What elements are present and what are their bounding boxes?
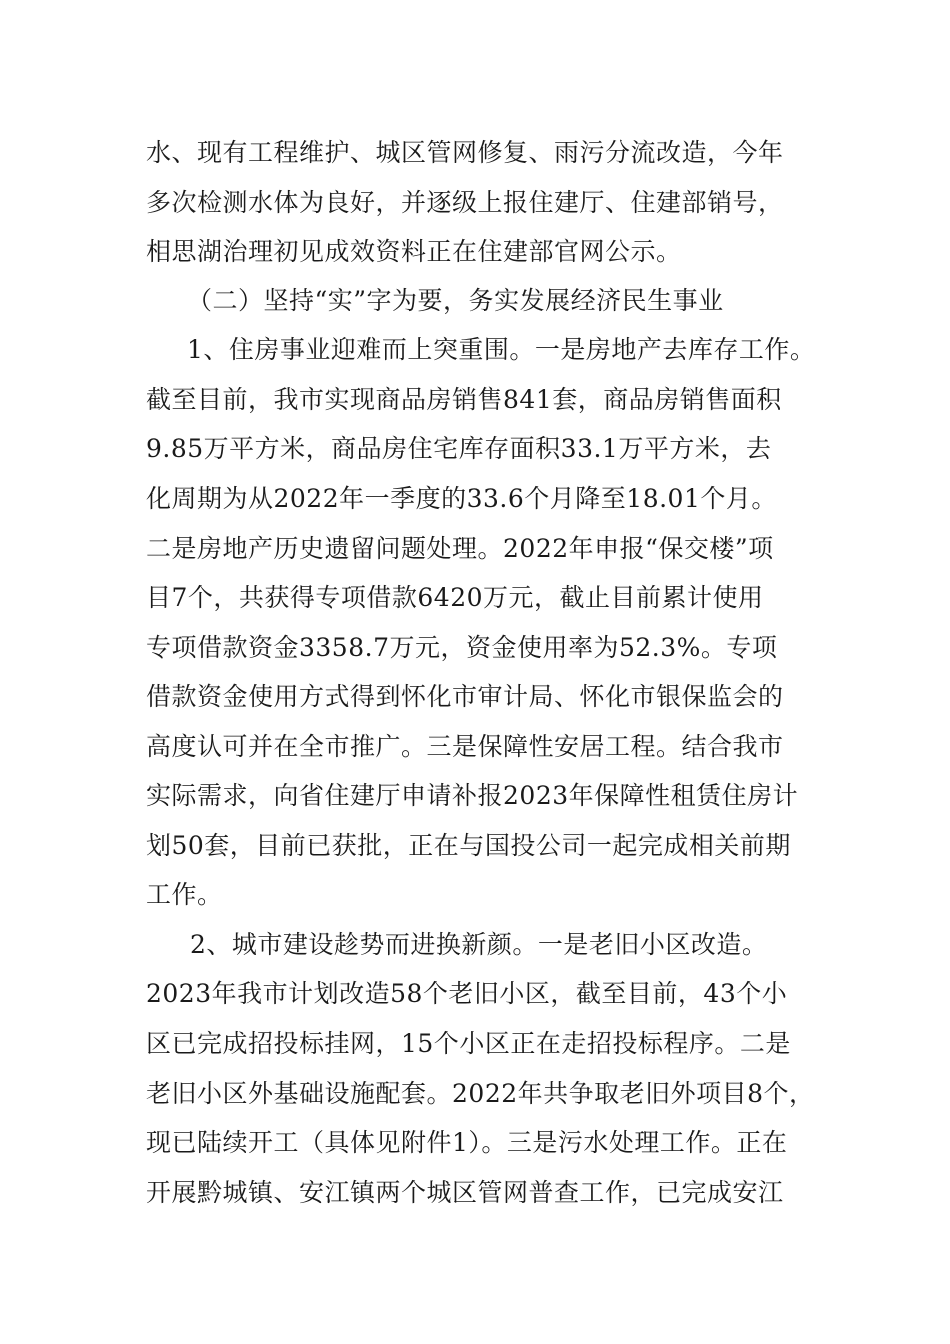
- body-line: 工作。: [146, 880, 223, 909]
- body-line: 现已陆续开工（具体见附件1）。三是污水处理工作。正在: [146, 1128, 788, 1157]
- body-line: 水、现有工程维护、城区管网修复、雨污分流改造，今年: [146, 138, 784, 167]
- body-line: 相思湖治理初见成效资料正在住建部官网公示。: [146, 237, 682, 266]
- section-heading: （二）坚持“实”字为要，务实发展经济民生事业: [187, 286, 724, 315]
- body-line: 截至目前，我市实现商品房销售841套，商品房销售面积: [146, 385, 782, 414]
- body-line: 老旧小区外基础设施配套。2022年共争取老旧外项目8个，: [146, 1079, 815, 1108]
- body-line: 多次检测水体为良好，并逐级上报住建厅、住建部销号，: [146, 188, 784, 217]
- body-line: 开展黔城镇、安江镇两个城区管网普查工作，已完成安江: [146, 1178, 784, 1207]
- paragraph-first-line: 2、城市建设趁势而进换新颜。一是老旧小区改造。: [190, 930, 768, 959]
- body-line: 2023年我市计划改造58个老旧小区，截至目前，43个小: [146, 979, 788, 1008]
- body-line: 目7个，共获得专项借款6420万元，截止目前累计使用: [146, 583, 764, 612]
- body-line: 9.85万平方米，商品房住宅库存面积33.1万平方米，去: [146, 434, 772, 463]
- body-line: 实际需求，向省住建厅申请补报2023年保障性租赁住房计: [146, 781, 799, 810]
- body-line: 高度认可并在全市推广。三是保障性安居工程。结合我市: [146, 732, 784, 761]
- body-line: 专项借款资金3358.7万元，资金使用率为52.3%。专项: [146, 633, 778, 662]
- paragraph-first-line: 1、住房事业迎难而上突重围。一是房地产去库存工作。: [187, 335, 816, 364]
- body-line: 二是房地产历史遗留问题处理。2022年申报“保交楼”项: [146, 534, 774, 563]
- body-line: 划50套，目前已获批，正在与国投公司一起完成相关前期: [146, 831, 791, 860]
- body-line: 区已完成招投标挂网，15个小区正在走招投标程序。二是: [146, 1029, 791, 1058]
- body-line: 借款资金使用方式得到怀化市审计局、怀化市银保监会的: [146, 682, 784, 711]
- body-line: 化周期为从2022年一季度的33.6个月降至18.01个月。: [146, 484, 777, 513]
